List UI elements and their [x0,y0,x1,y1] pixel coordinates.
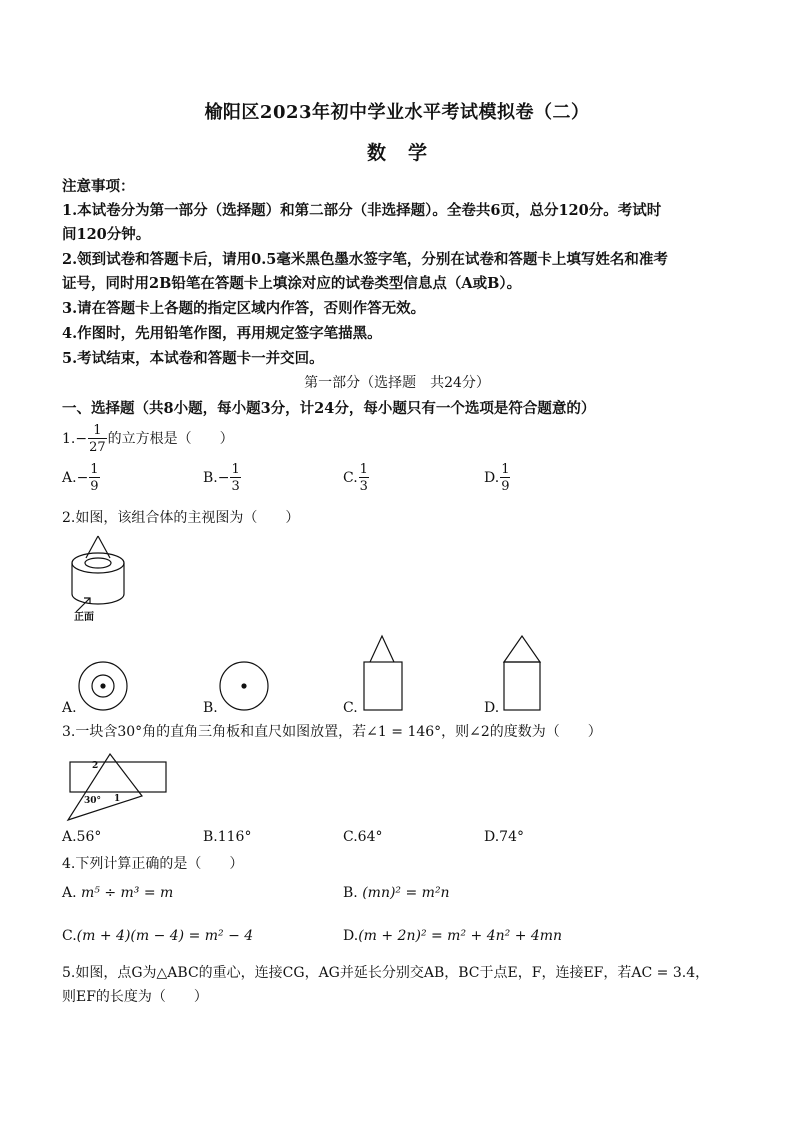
q3-option-c: C.64° [343,829,383,845]
q1-b-frac [230,463,240,493]
note-2b: 证号，同时用2B铅笔在答题卡上填涂对应的试卷类型信息点（A或B）。 [62,275,522,292]
q1-num: 1 [88,424,107,439]
question-5-line-2: 则EF的长度为（ ） [62,989,208,1005]
note-3: 3.请在答题卡上各题的指定区域内作答，否则作答无效。 [62,300,426,317]
note-1b: 间120分钟。 [62,226,151,243]
q1-b-den: 3 [231,479,240,494]
q1-a-frac [89,463,99,493]
q1-c-label: C. [343,470,358,486]
q4-b-expr: (mn)² = m²n [362,885,450,901]
q1-a-den: 9 [90,479,99,494]
q4-option-a [62,885,173,901]
q3-angle-2-label: 2 [92,761,99,771]
q1-tail: 的立方根是（ ） [107,431,234,447]
q1-c-frac [359,463,369,493]
q1-den: 27 [89,440,106,455]
exam-title: 榆阳区2023年初中学业水平考试模拟卷（二） [204,102,590,123]
q3-option-d: D.74° [484,829,524,845]
q2-option-c: C. [343,700,358,716]
q1-d-num: 1 [501,462,510,477]
subject-title: 数学 [366,142,449,164]
q1-c-num: 1 [359,462,368,477]
q1-a-num: 1 [90,462,99,477]
q2-option-b-figure [219,660,279,720]
question-3: 3.一块含30°角的直角三角板和直尺如图放置，若∠1 = 146°，则∠2的度数为（ ） [62,724,602,740]
note-1a: 1.本试卷分为第一部分（选择题）和第二部分（非选择题）。全卷共6页，总分120分。考试时 [62,202,662,219]
q1-b-sign: − [217,470,230,486]
note-5: 5.考试结束，本试卷和答题卡一并交回。 [62,350,324,367]
question-4: 4.下列计算正确的是（ ） [62,856,244,872]
q2-option-c-figure [360,634,420,714]
q2-front-label: 正面 [74,612,94,623]
q1-option-a [62,463,101,493]
part1-heading: 第一部分（选择题 共24分） [304,375,490,391]
question-1 [62,424,234,454]
q2-option-a-figure [78,660,138,720]
q2-option-d: D. [484,700,500,716]
q1-a-label: A. [62,470,77,486]
q3-ruler-triangle-figure [62,752,172,824]
q4-a-expr: m⁵ ÷ m³ = m [81,885,174,901]
q4-b-label: B. [343,885,358,901]
q1-prefix: 1. [62,431,76,447]
q4-c-label: C. [62,928,77,944]
q1-d-label: D. [484,470,500,486]
q1-option-d [484,463,511,493]
q1-option-b [203,463,242,493]
q3-angle-30-label: 30° [84,796,102,806]
note-2a: 2.领到试卷和答题卡后，请用0.5毫米黑色墨水签字笔，分别在试卷和答题卡上填写姓名和准考 [62,251,668,268]
q3-angle-1-label: 1 [114,794,121,804]
q1-d-den: 9 [501,479,510,494]
question-5-line-1: 5.如图，点G为△ABC的重心，连接CG，AG并延长分别交AB，BC于点E，F，连接EF，若AC = 3.4， [62,965,710,981]
q4-option-d [343,928,562,944]
notes-heading: 注意事项： [62,178,135,195]
q3-option-a: A.56° [62,829,102,845]
q2-option-d-figure [500,634,560,714]
q1-b-num: 1 [231,462,240,477]
q1-d-frac [500,463,510,493]
q2-option-a: A. [62,700,77,716]
q4-c-expr: (m + 4)(m − 4) = m² − 4 [76,928,254,944]
q4-d-expr: (m + 2n)² = m² + 4n² + 4mn [358,928,563,944]
section-heading: 一、选择题（共8小题，每小题3分，计24分，每小题只有一个选项是符合题意的） [62,400,596,417]
q1-option-c [343,463,370,493]
question-2: 2.如图，该组合体的主视图为（ ） [62,510,300,526]
q1-minus: − [75,431,88,447]
note-4: 4.作图时，先用铅笔作图，再用规定签字笔描黑。 [62,325,382,342]
q1-b-label: B. [203,470,218,486]
q4-d-label: D. [343,928,359,944]
q1-a-sign: − [76,470,89,486]
q1-c-den: 3 [359,479,368,494]
q3-option-b: B.116° [203,829,252,845]
q4-option-b [343,885,450,901]
q4-option-c [62,928,253,944]
q2-option-b: B. [203,700,218,716]
q4-a-label: A. [62,885,77,901]
q1-fraction [88,424,107,454]
